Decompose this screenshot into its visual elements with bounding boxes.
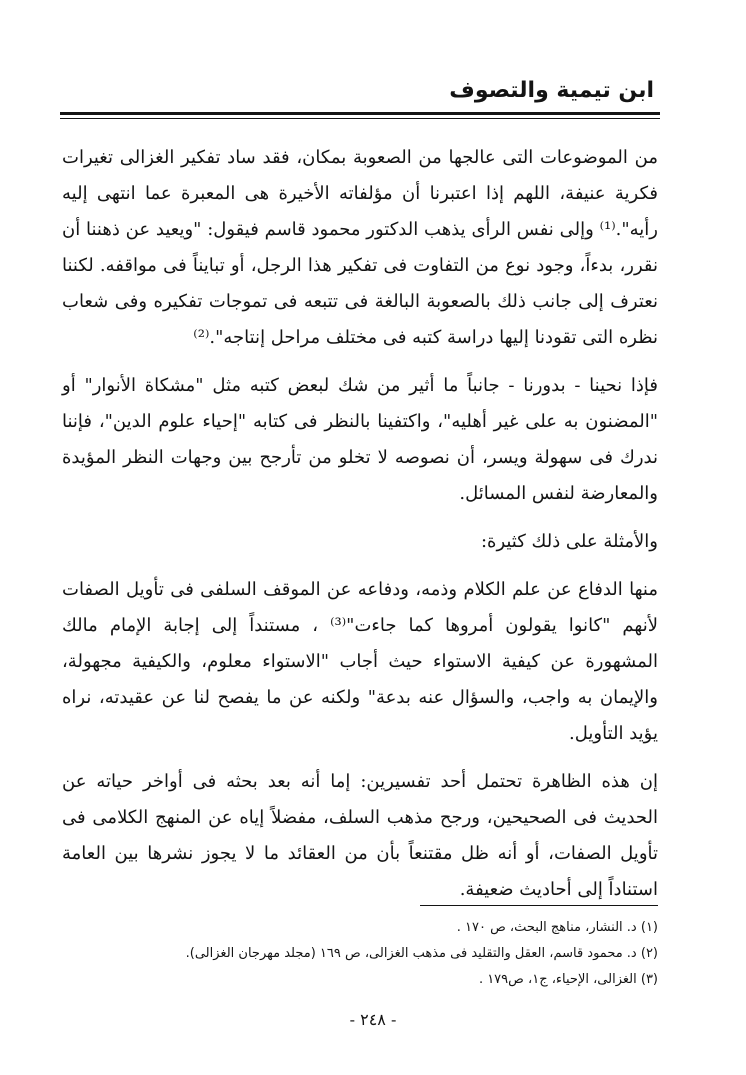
paragraph: منها الدفاع عن علم الكلام وذمه، ودفاعه عن الموقف السلفى فى تأويل الصفات لأنهم "كانوا يقولون أمروها كما جاءت"⁽³⁾ ، مستنداً إلى إجابة الإمام مالك المشهورة عن كيفية الاستواء حيث أجاب "الاستواء معلوم، والكيفية مجهولة، والإيمان به واجب، والسؤال عنه بدعة" ولكنه عن ما يفصح لنا عن عقيدته، نراه يؤيد التأويل. (62, 579, 658, 744)
footnote-rule (420, 905, 658, 906)
footnote: (٢) د. محمود قاسم، العقل والتقليد فى مذهب الغزالى، ص ١٦٩ (مجلد مهرجان الغزالى). (185, 946, 658, 961)
main-text (62, 140, 658, 920)
header-rule-thin (60, 118, 660, 119)
page-number: - ٢٤٨ - (349, 1010, 397, 1029)
paragraph: من الموضوعات التى عالجها من الصعوبة بمكان، فقد ساد تفكير الغزالى تغيرات فكرية عنيفة، اللهم إذا اعتبرنا أن مؤلفاته الأخيرة هى المعبرة عما انتهى إليه رأيه".⁽¹⁾ وإلى نفس الرأى يذهب الدكتور محمود قاسم فيقول: "ويعيد عن ذهننا أن نقرر، بدءاً، وجود نوع من التفاوت فى تفكير هذا الرجل، أو تبايناً فى مواقفه. لكننا نعترف إلى جانب ذلك بالصعوبة البالغة فى تتبعه فى تموجات تفكيره وفى شعاب نظره التى تقودنا إليها دراسة كتبه فى مختلف مراحل إنتاجه".⁽²⁾ (62, 147, 658, 348)
footnote: (٣) الغزالى، الإحياء، ج١، ص١٧٩ . (478, 972, 658, 987)
footnotes (62, 915, 658, 993)
running-title: ابن تيمية والتصوف (449, 78, 654, 103)
header-rule (60, 112, 660, 115)
paragraph: إن هذه الظاهرة تحتمل أحد تفسيرين: إما أنه بعد بحثه فى أواخر حياته عن الحديث فى الصحيحين، ورجح مذهب السلف، مفضلاً إياه عن المنهج الكلامى فى تأويل الصفات، أو أنه ظل مقتنعاً بأن من العقائد ما لا يجوز نشرها بين العامة استناداً إلى أحاديث ضعيفة. (62, 771, 658, 900)
paragraph: فإذا نحينا - بدورنا - جانباً ما أثير من شك لبعض كتبه مثل "مشكاة الأنوار" أو "المضنون به على غير أهليه"، واكتفينا بالنظر فى كتابه "إحياء علوم الدين"، فإننا ندرك فى سهولة ويسر، أن نصوصه لا تخلو من تأرجح بين وجهات النظر المؤيدة والمعارضة لنفس المسائل. (62, 375, 658, 504)
footnote: (١) د. النشار، مناهج البحث، ص ١٧٠ . (456, 920, 658, 935)
paragraph: والأمثلة على ذلك كثيرة: (480, 531, 658, 552)
